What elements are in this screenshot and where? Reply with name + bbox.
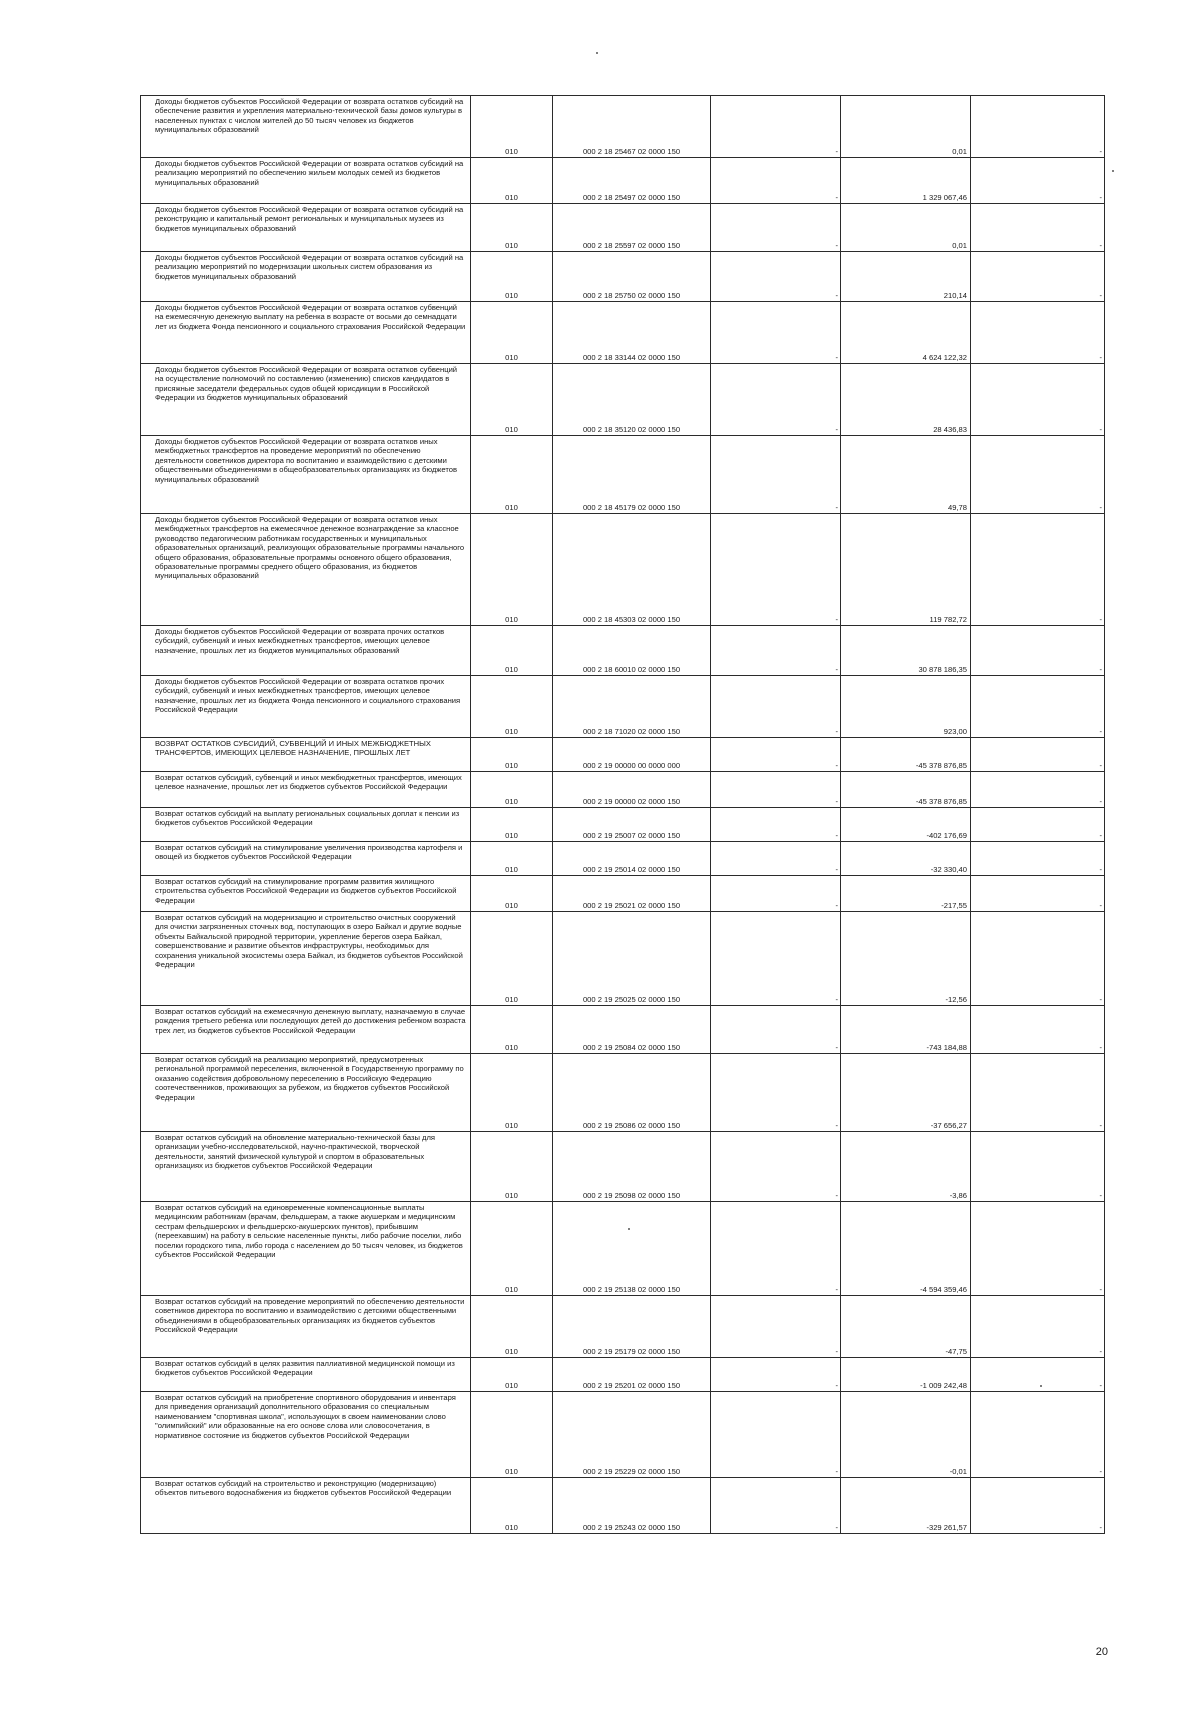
row-plan-value: - [711,1202,841,1296]
page-number: 20 [1095,1646,1108,1658]
row-budget-code: 000 2 18 35120 02 0000 150 [553,364,711,436]
row-budget-code: 000 2 18 60010 02 0000 150 [553,626,711,676]
row-plan-value: - [711,1054,841,1132]
row-budget-code: 000 2 19 25014 02 0000 150 [553,842,711,876]
row-fact-value: 4 624 122,32 [841,302,971,364]
table-row [141,204,1105,252]
scan-speck [1040,1385,1042,1387]
row-rest-value: - [971,252,1105,302]
row-code: 010 [471,96,553,158]
row-rest-value: - [971,842,1105,876]
scan-speck [596,52,598,54]
row-rest-value: - [971,1006,1105,1054]
row-fact-value: -45 378 876,85 [841,772,971,808]
row-rest-value: - [971,204,1105,252]
row-plan-value: - [711,808,841,842]
row-name: Возврат остатков субсидий на стимулирование программ развития жилищного строительства субъектов Российской Федерации из бюджетов субъектов Российской Федерации [141,876,471,912]
row-plan-value: - [711,96,841,158]
table-row [141,1132,1105,1202]
budget-report-table [140,95,1105,1534]
row-fact-value: -45 378 876,85 [841,738,971,772]
row-name: Возврат остатков субсидий на реализацию мероприятий, предусмотренных региональной программой переселения, включенной в Государственную программу по оказанию содействия добровольному переселению в Российскую Федерацию соотечественников, проживающих за рубежом, из бюджетов субъектов Российской Федерации [141,1054,471,1132]
table-row [141,302,1105,364]
row-plan-value: - [711,1132,841,1202]
row-plan-value: - [711,1296,841,1358]
row-code: 010 [471,1358,553,1392]
row-plan-value: - [711,842,841,876]
row-name: Доходы бюджетов субъектов Российской Федерации от возврата остатков субсидий на реализацию мероприятий по обеспечению жильем молодых семей из бюджетов муниципальных образований [141,158,471,204]
row-rest-value: - [971,436,1105,514]
row-name: Доходы бюджетов субъектов Российской Федерации от возврата остатков иных межбюджетных трансфертов на проведение мероприятий по обеспечению деятельности советников директора по воспитанию и взаимодействию с детскими общественными объединениями в общеобразовательных организациях из бюджетов муниципальных образований [141,436,471,514]
table-row [141,1358,1105,1392]
table-row [141,1054,1105,1132]
row-code: 010 [471,436,553,514]
table-row [141,876,1105,912]
table-row [141,842,1105,876]
row-budget-code: 000 2 19 25021 02 0000 150 [553,876,711,912]
row-plan-value: - [711,364,841,436]
table-row [141,364,1105,436]
scan-speck [1112,170,1114,172]
row-code: 010 [471,772,553,808]
row-name: Возврат остатков субсидий, субвенций и иных межбюджетных трансфертов, имеющих целевое назначение, прошлых лет из бюджетов субъектов Российской Федерации [141,772,471,808]
row-rest-value: - [971,912,1105,1006]
row-fact-value: -217,55 [841,876,971,912]
row-budget-code: 000 2 19 25007 02 0000 150 [553,808,711,842]
row-fact-value: -12,56 [841,912,971,1006]
table-row [141,676,1105,738]
row-code: 010 [471,302,553,364]
row-name: Возврат остатков субсидий на проведение мероприятий по обеспечению деятельности советников директора по воспитанию и взаимодействию с детскими общественными объединениями в общеобразовательных организациях из бюджетов субъектов Российской Федерации [141,1296,471,1358]
row-fact-value: 210,14 [841,252,971,302]
row-budget-code: 000 2 19 25098 02 0000 150 [553,1132,711,1202]
table-body [141,96,1105,1534]
row-rest-value: - [971,808,1105,842]
table-row [141,158,1105,204]
row-name: Доходы бюджетов субъектов Российской Федерации от возврата остатков субсидий на обеспечение развития и укрепления материально-технической базы домов культуры в населенных пунктах с числом жителей до 50 тысяч человек из бюджетов муниципальных образований [141,96,471,158]
row-fact-value: 1 329 067,46 [841,158,971,204]
row-plan-value: - [711,738,841,772]
row-plan-value: - [711,302,841,364]
row-code: 010 [471,876,553,912]
row-rest-value: - [971,1478,1105,1534]
row-plan-value: - [711,514,841,626]
row-plan-value: - [711,436,841,514]
row-budget-code: 000 2 18 71020 02 0000 150 [553,676,711,738]
row-name: Возврат остатков субсидий на модернизацию и строительство очистных сооружений для очистки загрязненных сточных вод, поступающих в озеро Байкал и другие водные объекты Байкальской природной территории, укрепление берегов озера Байкал, совершенствование и развитие объектов инфраструктуры, необходимых для сохранения уникальной экосистемы озера Байкал, из бюджетов субъектов Российской Федерации [141,912,471,1006]
row-code: 010 [471,158,553,204]
row-rest-value: - [971,1132,1105,1202]
row-plan-value: - [711,252,841,302]
row-budget-code: 000 2 18 33144 02 0000 150 [553,302,711,364]
row-rest-value: - [971,626,1105,676]
row-plan-value: - [711,1006,841,1054]
row-code: 010 [471,676,553,738]
table-row [141,96,1105,158]
table-row [141,1478,1105,1534]
row-plan-value: - [711,912,841,1006]
row-budget-code: 000 2 18 25750 02 0000 150 [553,252,711,302]
row-rest-value: - [971,96,1105,158]
row-fact-value: 49,78 [841,436,971,514]
row-fact-value: -743 184,88 [841,1006,971,1054]
row-code: 010 [471,204,553,252]
row-rest-value: - [971,1358,1105,1392]
table-row [141,1392,1105,1478]
row-fact-value: 0,01 [841,96,971,158]
row-fact-value: -402 176,69 [841,808,971,842]
table-row [141,912,1105,1006]
row-plan-value: - [711,1392,841,1478]
row-name: Возврат остатков субсидий на единовременные компенсационные выплаты медицинским работникам (врачам, фельдшерам, а также акушеркам и медицинским сестрам фельдшерских и фельдшерско-акушерских пунктов), прибывшим (переехавшим) на работу в сельские населенные пункты, либо рабочие поселки, либо поселки городского типа, либо города с населением до 50 тысяч человек, из бюджетов субъектов Российской Федерации [141,1202,471,1296]
row-rest-value: - [971,772,1105,808]
row-rest-value: - [971,1392,1105,1478]
row-code: 010 [471,842,553,876]
row-name: ВОЗВРАТ ОСТАТКОВ СУБСИДИЙ, СУБВЕНЦИЙ И ИНЫХ МЕЖБЮДЖЕТНЫХ ТРАНСФЕРТОВ, ИМЕЮЩИХ ЦЕЛЕВОЕ НАЗНАЧЕНИЕ, ПРОШЛЫХ ЛЕТ [141,738,471,772]
row-budget-code: 000 2 19 25086 02 0000 150 [553,1054,711,1132]
row-fact-value: -32 330,40 [841,842,971,876]
row-plan-value: - [711,626,841,676]
row-fact-value: 30 878 186,35 [841,626,971,676]
row-name: Возврат остатков субсидий на ежемесячную денежную выплату, назначаемую в случае рождения третьего ребенка или последующих детей до достижения ребенком возраста трех лет, из бюджетов субъектов Российской Федерации [141,1006,471,1054]
row-rest-value: - [971,876,1105,912]
row-name: Доходы бюджетов субъектов Российской Федерации от возврата остатков субвенций на ежемесячную денежную выплату на ребенка в возрасте от восьми до семнадцати лет из бюджета Фонда пенсионного и социального страхования Российской Федерации [141,302,471,364]
row-budget-code: 000 2 19 25243 02 0000 150 [553,1478,711,1534]
row-fact-value: 28 436,83 [841,364,971,436]
row-rest-value: - [971,158,1105,204]
row-plan-value: - [711,676,841,738]
row-fact-value: 923,00 [841,676,971,738]
row-budget-code: 000 2 19 25201 02 0000 150 [553,1358,711,1392]
row-name: Возврат остатков субсидий на приобретение спортивного оборудования и инвентаря для приведения организаций дополнительного образования со специальным наименованием "спортивная школа", использующих в своем наименовании слово "олимпийский" или образованные на его основе слова или словосочетания, в нормативное состояние из бюджетов субъектов Российской Федерации [141,1392,471,1478]
row-plan-value: - [711,1478,841,1534]
table-row [141,738,1105,772]
row-rest-value: - [971,1054,1105,1132]
row-code: 010 [471,1054,553,1132]
row-code: 010 [471,514,553,626]
row-rest-value: - [971,302,1105,364]
row-code: 010 [471,1202,553,1296]
row-name: Возврат остатков субсидий на строительство и реконструкцию (модернизацию) объектов питьевого водоснабжения из бюджетов субъектов Российской Федерации [141,1478,471,1534]
row-code: 010 [471,252,553,302]
row-name: Доходы бюджетов субъектов Российской Федерации от возврата прочих остатков субсидий, субвенций и иных межбюджетных трансфертов, имеющих целевое назначение, прошлых лет из бюджетов муниципальных образований [141,626,471,676]
row-name: Возврат остатков субсидий на стимулирование увеличения производства картофеля и овощей из бюджетов субъектов Российской Федерации [141,842,471,876]
row-budget-code: 000 2 19 25025 02 0000 150 [553,912,711,1006]
row-code: 010 [471,364,553,436]
row-code: 010 [471,626,553,676]
table-row [141,436,1105,514]
row-fact-value: -0,01 [841,1392,971,1478]
row-fact-value: 119 782,72 [841,514,971,626]
row-rest-value: - [971,1296,1105,1358]
scan-speck [628,1228,630,1230]
table-row [141,1296,1105,1358]
row-plan-value: - [711,158,841,204]
row-code: 010 [471,738,553,772]
table-row [141,1202,1105,1296]
row-fact-value: -3,86 [841,1132,971,1202]
row-name: Доходы бюджетов субъектов Российской Федерации от возврата остатков субвенций на осуществление полномочий по составлению (изменению) списков кандидатов в присяжные заседатели федеральных судов общей юрисдикции в Российской Федерации из бюджетов муниципальных образований [141,364,471,436]
row-code: 010 [471,1478,553,1534]
row-name: Доходы бюджетов субъектов Российской Федерации от возврата остатков субсидий на реконструкцию и капитальный ремонт региональных и муниципальных музеев из бюджетов муниципальных образований [141,204,471,252]
table-row [141,514,1105,626]
row-fact-value: -1 009 242,48 [841,1358,971,1392]
row-code: 010 [471,1006,553,1054]
row-budget-code: 000 2 18 25597 02 0000 150 [553,204,711,252]
row-name: Доходы бюджетов субъектов Российской Федерации от возврата остатков иных межбюджетных трансфертов на ежемесячное денежное вознаграждение за классное руководство педагогическим работникам государственных и муниципальных образовательных организаций, реализующих образовательные программы начального общего образования, образовательные программы основного общего образования, образовательные программы среднего общего образования, из бюджетов муниципальных образований [141,514,471,626]
row-code: 010 [471,1392,553,1478]
table-row [141,808,1105,842]
row-name: Доходы бюджетов субъектов Российской Федерации от возврата остатков субсидий на реализацию мероприятий по модернизации школьных систем образования из бюджетов муниципальных образований [141,252,471,302]
row-budget-code: 000 2 18 45179 02 0000 150 [553,436,711,514]
row-rest-value: - [971,676,1105,738]
row-plan-value: - [711,1358,841,1392]
row-fact-value: -47,75 [841,1296,971,1358]
row-fact-value: 0,01 [841,204,971,252]
row-name: Возврат остатков субсидий на обновление материально-технической базы для организации учебно-исследовательской, научно-практической, творческой деятельности, занятий физической культурой и спортом в образовательных организациях из бюджетов субъектов Российской Федерации [141,1132,471,1202]
row-budget-code: 000 2 19 25084 02 0000 150 [553,1006,711,1054]
row-fact-value: -329 261,57 [841,1478,971,1534]
row-budget-code: 000 2 19 25138 02 0000 150 [553,1202,711,1296]
row-budget-code: 000 2 19 25229 02 0000 150 [553,1392,711,1478]
row-rest-value: - [971,738,1105,772]
row-name: Возврат остатков субсидий на выплату региональных социальных доплат к пенсии из бюджетов субъектов Российской Федерации [141,808,471,842]
row-budget-code: 000 2 18 25497 02 0000 150 [553,158,711,204]
row-name: Доходы бюджетов субъектов Российской Федерации от возврата остатков прочих субсидий, субвенций и иных межбюджетных трансфертов, имеющих целевое назначение, прошлых лет из бюджета Фонда пенсионного и социального страхования Российской Федерации [141,676,471,738]
table-row [141,1006,1105,1054]
row-code: 010 [471,808,553,842]
row-fact-value: -37 656,27 [841,1054,971,1132]
row-budget-code: 000 2 18 25467 02 0000 150 [553,96,711,158]
row-budget-code: 000 2 19 00000 00 0000 000 [553,738,711,772]
row-budget-code: 000 2 19 00000 02 0000 150 [553,772,711,808]
row-code: 010 [471,912,553,1006]
table-row [141,772,1105,808]
row-code: 010 [471,1132,553,1202]
row-fact-value: -4 594 359,46 [841,1202,971,1296]
row-name: Возврат остатков субсидий в целях развития паллиативной медицинской помощи из бюджетов субъектов Российской Федерации [141,1358,471,1392]
row-rest-value: - [971,1202,1105,1296]
row-rest-value: - [971,364,1105,436]
row-budget-code: 000 2 19 25179 02 0000 150 [553,1296,711,1358]
row-plan-value: - [711,772,841,808]
row-code: 010 [471,1296,553,1358]
row-plan-value: - [711,876,841,912]
row-budget-code: 000 2 18 45303 02 0000 150 [553,514,711,626]
table-row [141,626,1105,676]
row-plan-value: - [711,204,841,252]
table-row [141,252,1105,302]
row-rest-value: - [971,514,1105,626]
